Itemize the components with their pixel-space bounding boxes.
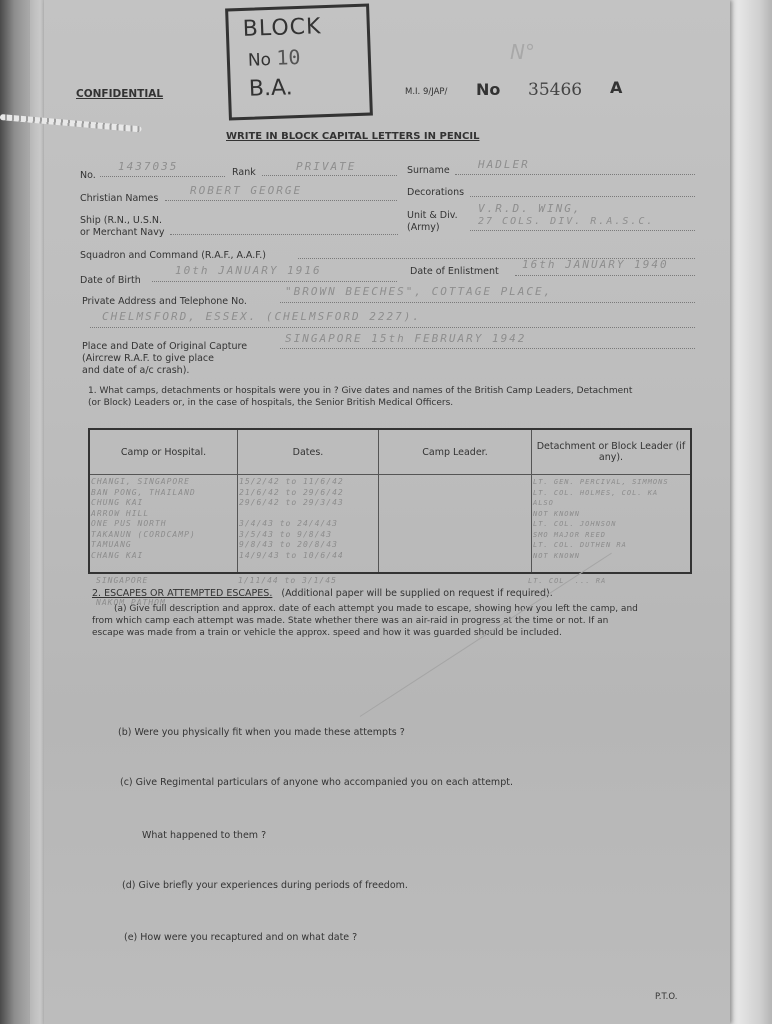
camp-entry: CHUNG KAI — [91, 498, 144, 507]
date-entry: 9/8/43 to 20/8/43 — [239, 540, 338, 549]
stamp-number: 10 — [275, 44, 301, 70]
rank-label: Rank — [232, 167, 256, 178]
surname-label: Surname — [407, 165, 450, 176]
question-2-title: 2. ESCAPES OR ATTEMPTED ESCAPES. — [92, 588, 273, 599]
date-entry: 3/5/43 to 9/8/43 — [239, 529, 333, 539]
form-reference: M.I. 9/JAP/ — [405, 87, 448, 97]
ship-label-2: or Merchant Navy — [80, 227, 165, 238]
header-detachment-leader: Detachment or Block Leader (if any). — [532, 429, 692, 475]
dob-value: 10th JANUARY 1916 — [175, 264, 322, 277]
date-entry: 21/6/42 to 29/6/42 — [239, 487, 344, 497]
dob-label: Date of Birth — [80, 275, 141, 286]
stamp-line1: BLOCK — [242, 14, 322, 42]
question-2e: (e) How were you recaptured and on what date ? — [124, 932, 358, 943]
leader-entry: NOT KNOWN — [533, 551, 580, 560]
instruction-heading: WRITE IN BLOCK CAPITAL LETTERS IN PENCIL — [226, 131, 480, 142]
leader-entry-overflow: LT. COL. ... RA — [528, 577, 607, 585]
date-entry: 29/6/42 to 29/3/43 — [239, 498, 344, 507]
christian-names-label: Christian Names — [80, 193, 159, 204]
surname-value: HADLER — [478, 158, 530, 171]
camp-entry: CHANGI, SINGAPORE — [91, 477, 190, 486]
camps-table — [88, 428, 692, 574]
unit-label-2: (Army) — [407, 222, 440, 233]
pto-label: P.T.O. — [655, 992, 678, 1002]
enlistment-label: Date of Enlistment — [410, 266, 499, 277]
dates-column — [238, 475, 379, 574]
leader-entry: LT. COL. HOLMES, COL. KA — [533, 488, 659, 497]
camp-entry: CHANG KAI — [91, 550, 144, 560]
header-dates: Dates. — [238, 429, 379, 475]
leader-entry: LT. COL. JOHNSON — [533, 520, 617, 528]
question-2a-line1: (a) Give full description and approx. date of each attempt you made to escape, showing how you left the camp, and — [114, 604, 638, 614]
question-2c-follow: What happened to them ? — [142, 830, 267, 841]
address-value-2: CHELMSFORD, ESSEX. (CHELMSFORD 2227). — [102, 310, 422, 323]
form-number: 35466 — [528, 80, 583, 100]
stamp-line2: No 10 — [247, 44, 301, 71]
question-2a-line3: escape was made from a train or vehicle the approx. speed and how it was guarded should be included. — [92, 628, 562, 638]
address-value-1: "BROWN BEECHES", COTTAGE PLACE, — [285, 285, 553, 298]
unit-value-2: 27 COLS. DIV. R.A.S.C. — [478, 216, 655, 227]
table-header-row — [89, 429, 691, 475]
confidential-label: CONFIDENTIAL — [76, 88, 164, 100]
date-entry — [239, 509, 377, 520]
unit-label-1: Unit & Div. — [407, 210, 458, 221]
camp-entry-overflow: NAKOM PATHOM — [96, 598, 166, 607]
camp-entry: ARROW HILL — [91, 508, 150, 518]
block-stamp — [225, 4, 373, 121]
leader-entry: NOT KNOWN — [533, 509, 580, 518]
ship-label-1: Ship (R.N., U.S.N. — [80, 215, 163, 226]
form-suffix: A — [610, 78, 623, 97]
capture-label-2: (Aircrew R.A.F. to give place — [82, 353, 214, 364]
camp-entry: TAMUANG — [91, 540, 132, 549]
camp-entry-overflow: SINGAPORE — [96, 576, 149, 585]
question-2-note: (Additional paper will be supplied on request if required). — [281, 588, 553, 599]
camp-entry: ONE PUS NORTH — [91, 519, 167, 528]
date-entry-overflow: 1/11/44 to 3/1/45 — [238, 576, 337, 585]
question-2c: (c) Give Regimental particulars of anyone who accompanied you on each attempt. — [120, 777, 513, 788]
leader-entry: LT. COL. DUTHEN RA — [533, 541, 627, 549]
rank-value: PRIVATE — [296, 160, 357, 173]
question-2b: (b) Were you physically fit when you made these attempts ? — [118, 727, 405, 738]
decorations-label: Decorations — [407, 187, 465, 198]
leader-entry: SMO MAJOR REED — [533, 530, 607, 539]
address-label: Private Address and Telephone No. — [82, 296, 247, 307]
header-camp-leader: Camp Leader. — [379, 429, 532, 475]
camp-leader-column — [379, 475, 532, 574]
camps-column — [89, 475, 238, 574]
capture-label-1: Place and Date of Original Capture — [82, 341, 248, 352]
stamp-line3: B.A. — [248, 75, 294, 102]
christian-names-value: ROBERT GEORGE — [190, 184, 303, 197]
date-entry: 3/4/43 to 24/4/43 — [239, 519, 338, 528]
number-label: No — [476, 80, 501, 99]
date-entry: 15/2/42 to 11/6/42 — [239, 477, 344, 486]
capture-value: SINGAPORE 15th FEBRUARY 1942 — [285, 332, 527, 345]
camp-entry: TAKANUN (CORDCAMP) — [91, 529, 196, 539]
question-1-line1: 1. What camps, detachments or hospitals were you in ? Give dates and names of the British Camp Leaders, Detachment — [88, 386, 633, 396]
capture-label-3: and date of a/c crash). — [82, 365, 190, 376]
header-camp: Camp or Hospital. — [89, 429, 238, 475]
enlistment-value: 16th JANUARY 1940 — [522, 258, 669, 271]
handwritten-mark: N° — [510, 40, 535, 64]
no-label: No. — [80, 170, 96, 181]
squadron-label: Squadron and Command (R.A.F., A.A.F.) — [80, 250, 266, 261]
leader-entry: ALSO — [533, 499, 554, 507]
leader-entry: LT. GEN. PERCIVAL, SIMMONS — [533, 478, 669, 486]
question-2d: (d) Give briefly your experiences during periods of freedom. — [122, 880, 408, 891]
date-entry: 14/9/43 to 10/6/44 — [239, 550, 344, 560]
question-2a-line2: from which camp each attempt was made. State whether there was an air-raid in progress at the time or not. If an — [92, 616, 609, 626]
question-1-line2: (or Block) Leaders or, in the case of hospitals, the Senior British Medical Officers. — [88, 398, 454, 408]
unit-value-1: V.R.D. WING, — [478, 202, 582, 215]
detachment-leader-column — [532, 475, 692, 574]
camp-entry: BAN PONG, THAILAND — [91, 487, 196, 497]
question-2-heading — [92, 588, 553, 599]
no-value: 1437035 — [118, 160, 179, 173]
